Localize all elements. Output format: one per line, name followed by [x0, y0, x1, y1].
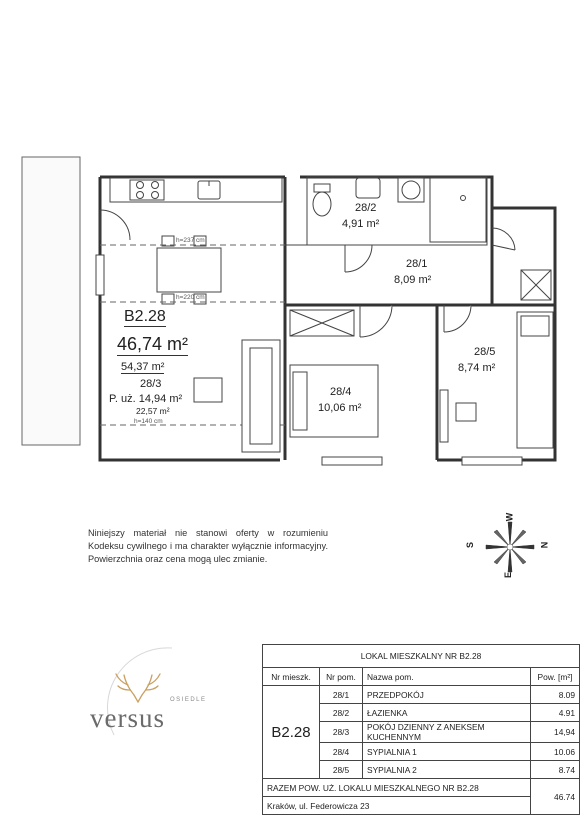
- room-28-4-number: 28/4: [330, 386, 352, 398]
- room-name-cell: ŁAZIENKA: [363, 704, 531, 722]
- unit-code: B2.28: [124, 308, 166, 325]
- height-label-1: h=237 cm: [176, 237, 205, 244]
- room-28-5-number: 28/5: [474, 346, 496, 358]
- compass-w: W: [504, 512, 515, 522]
- room-name-cell: POKÓJ DZIENNY Z ANEKSEM KUCHENNYM: [363, 722, 531, 743]
- window-left: [96, 255, 104, 295]
- room-name-cell: PRZEDPOKÓJ: [363, 686, 531, 704]
- room-area-cell: 8.74: [531, 761, 580, 779]
- kitchen-counter: [110, 178, 282, 202]
- col-area-header: Pow. [m²]: [531, 668, 580, 686]
- table-row: [263, 686, 580, 704]
- unit-area-secondary: 54,37 m²: [121, 361, 165, 373]
- room-no-cell: 28/3: [320, 722, 363, 743]
- room-area-cell: 10.06: [531, 743, 580, 761]
- col-unit-header: Nr mieszk.: [263, 668, 320, 686]
- disclaimer-text: Niniejszy materiał nie stanowi oferty w rozumieniu Kodeksu cywilnego i ma charakter wyłącznie informacyjny. Powierzchnia oraz cena mogą ulec zmianie.: [88, 528, 328, 564]
- logo-osiedle: OSIEDLE: [170, 697, 207, 703]
- sofa: [194, 340, 280, 452]
- room-28-4-area: 10,06 m²: [318, 402, 362, 414]
- room-28-1-number: 28/1: [406, 258, 428, 270]
- room-28-3-area: P. uż. 14,94 m²: [109, 393, 183, 405]
- bedroom-2-furniture: [440, 305, 553, 465]
- compass-n: N: [539, 541, 550, 549]
- height-label-2: h=220 cm: [176, 294, 205, 301]
- bathroom-fixtures: [313, 178, 486, 242]
- room-no-cell: 28/1: [320, 686, 363, 704]
- total-value: 46.74: [531, 779, 580, 815]
- compass-e: E: [503, 571, 514, 579]
- logo-wordmark: versus: [90, 703, 165, 733]
- room-area-cell: 8.09: [531, 686, 580, 704]
- address: Kraków, ul. Federowicza 23: [263, 797, 531, 815]
- room-28-1-area: 8,09 m²: [394, 274, 432, 286]
- room-28-3-sub-area: 22,57 m²: [136, 406, 170, 416]
- height-label-3: h=140 cm: [134, 418, 163, 425]
- hallway-wardrobe: [521, 270, 551, 300]
- room-no-cell: 28/2: [320, 704, 363, 722]
- door-kitchen: [100, 210, 130, 240]
- unit-number-cell: B2.28: [263, 686, 320, 779]
- room-28-5-area: 8,74 m²: [458, 362, 496, 374]
- room-28-2-area: 4,91 m²: [342, 218, 380, 230]
- room-name-cell: SYPIALNIA 1: [363, 743, 531, 761]
- unit-area-main: 46,74 m²: [117, 334, 189, 354]
- room-no-cell: 28/4: [320, 743, 363, 761]
- col-room-header: Nr pom.: [320, 668, 363, 686]
- room-28-2-number: 28/2: [355, 202, 377, 214]
- bedroom-1-furniture: [290, 305, 392, 465]
- balcony: [22, 157, 80, 445]
- table-title: LOKAL MIESZKALNY NR B2.28: [263, 645, 580, 668]
- room-28-3-number: 28/3: [140, 378, 162, 390]
- compass-s: S: [465, 541, 476, 549]
- room-no-cell: 28/5: [320, 761, 363, 779]
- total-label: RAZEM POW. UŻ. LOKALU MIESZKALNEGO NR B2.28: [263, 779, 531, 797]
- unit-spec-table: [262, 644, 580, 815]
- room-name-cell: SYPIALNIA 2: [363, 761, 531, 779]
- col-name-header: Nazwa pom.: [363, 668, 531, 686]
- room-area-cell: 4.91: [531, 704, 580, 722]
- room-area-cell: 14,94: [531, 722, 580, 743]
